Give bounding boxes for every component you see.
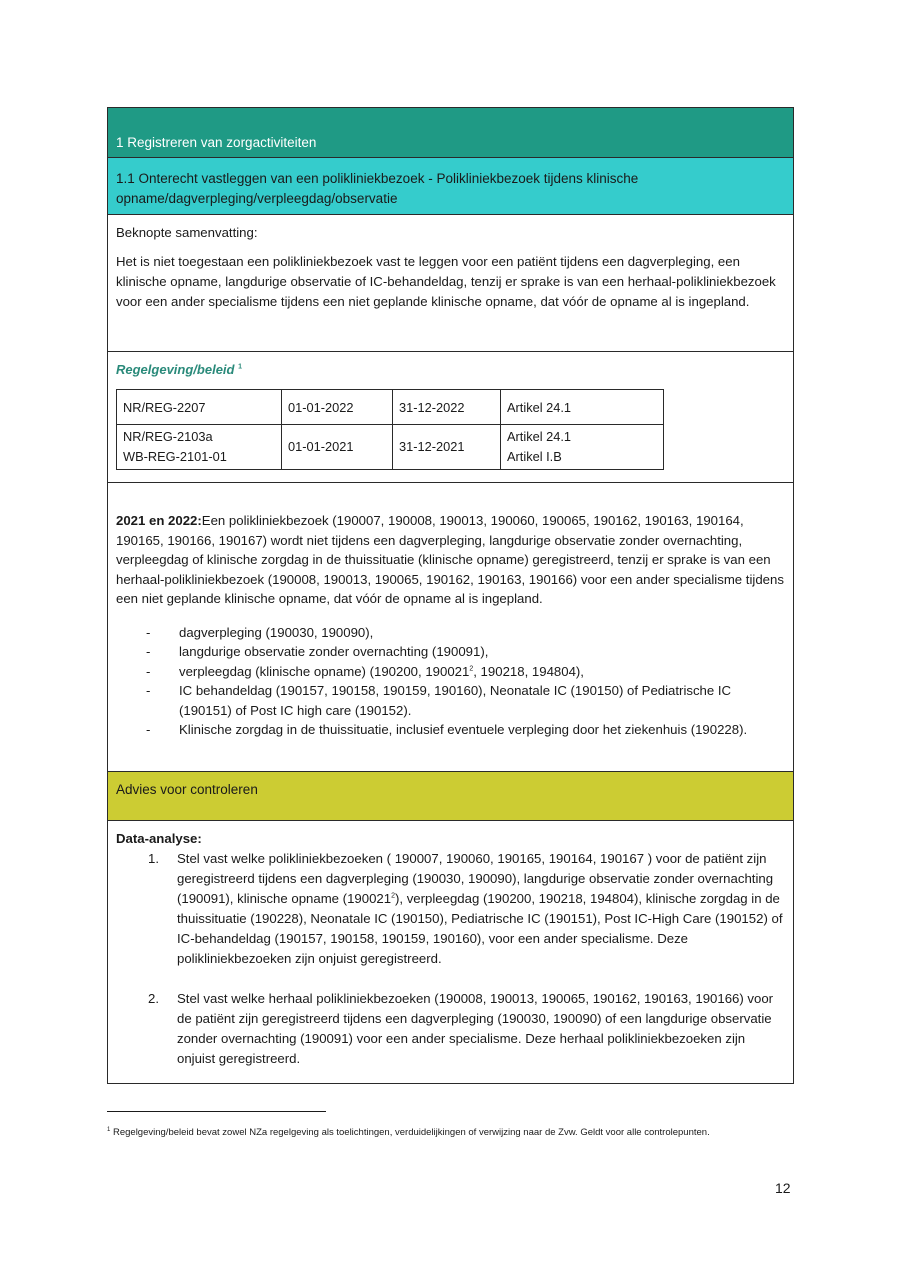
regelgeving-title-text: Regelgeving/beleid: [116, 362, 235, 377]
summary-section: [108, 215, 793, 352]
care-type-list: [116, 623, 785, 740]
table-row: [117, 390, 664, 425]
regelgeving-section: [108, 352, 793, 483]
end-date: 31-12-2021: [393, 425, 501, 470]
analysis-section: [108, 821, 793, 1083]
footnote-marker: 1: [107, 1127, 111, 1133]
regelgeving-table: [116, 389, 664, 470]
footnote-ref[interactable]: 1: [238, 363, 243, 371]
list-item: - IC behandeldag (190157, 190158, 190159, 190160), Neonatale IC (190150) of Pediatrische IC (190151) of Post IC high care (190152).: [146, 683, 732, 718]
footnote-separator: [107, 1111, 326, 1112]
advies-title: Advies voor controleren: [116, 782, 258, 797]
footnote-ref[interactable]: 2: [469, 665, 474, 673]
start-date: 01-01-2022: [282, 390, 393, 425]
article: Artikel 24.1 Artikel I.B: [501, 425, 664, 470]
page-number: 12: [775, 1180, 791, 1196]
regulation-ref: NR/REG-2207: [117, 390, 282, 425]
control-point-table: [107, 107, 794, 1084]
subsection-header: [108, 158, 793, 215]
section-header: [108, 108, 793, 158]
subsection-title: 1.1 Onterecht vastleggen van een polikliniekbezoek - Polikliniekbezoek tijdens klinische opname/dagverpleging/verpleegdag/observatie: [116, 171, 639, 206]
summary-text: Het is niet toegestaan een polikliniekbezoek vast te leggen voor een patiënt tijdens een dagverpleging, een klinische opname, langdurige observatie of IC-behandeldag, tenzij er sprake is van een herhaal-polikliniekbezoek voor een ander specialisme tijdens een niet geplande klinische opname, dat vóór de opname al is ingepland.: [116, 254, 776, 309]
list-item: 1. Stel vast welke polikliniekbezoeken ( 190007, 190060, 190165, 190164, 190167 ) voor de patiënt zijn geregistreerd tijdens een dagverpleging (190030, 190090), langdurige observatie zonder overnachting (190091), klinische opname (190021$^2$), verpleegdag (190200, 190218, 194804), klinische zorgdag in de thuissituatie (190228), Neonatale IC (190150), Pediatrische IC (190151), Post IC-High Care (190152) of IC-behandeldag (190157, 190158, 190159, 190160), voor een ander specialisme. Deze polikliniekbezoeken zijn onjuist geregistreerd.: [148, 851, 783, 966]
summary-label: Beknopte samenvatting:: [116, 225, 258, 240]
regelgeving-title: [116, 362, 785, 377]
end-date: 31-12-2022: [393, 390, 501, 425]
rules-text: [116, 511, 785, 609]
analysis-steps: [116, 849, 785, 1069]
list-item: - dagverpleging (190030, 190090),: [146, 624, 374, 640]
rules-section: [108, 483, 793, 772]
article: Artikel 24.1: [501, 390, 664, 425]
footnote: [107, 1122, 787, 1141]
year-label: 2021 en 2022:: [116, 513, 202, 528]
footnote-ref[interactable]: 2: [391, 892, 395, 900]
regulation-ref: NR/REG-2103a WB-REG-2101-01: [117, 425, 282, 470]
start-date: 01-01-2021: [282, 425, 393, 470]
analysis-label: Data-analyse:: [116, 831, 202, 846]
list-item: - langdurige observatie zonder overnachting (190091),: [146, 644, 489, 659]
list-item: - Klinische zorgdag in de thuissituatie, inclusief eventuele verpleging door het ziekenhuis (190228).: [146, 722, 748, 737]
footnote-text: Regelgeving/beleid bevat zowel NZa regelgeving als toelichtingen, verduidelijkingen of verwijzing naar de Zvw. Geldt voor alle controlepunten.: [110, 1127, 710, 1139]
list-item: - verpleegdag (klinische opname) (190200, 190021$^2$, 190218, 194804),: [146, 663, 584, 679]
section-title: 1 Registreren van zorgactiviteiten: [116, 135, 317, 150]
list-item: 2. Stel vast welke herhaal polikliniekbezoeken (190008, 190013, 190065, 190162, 190163, 190166) voor de patiënt zijn geregistreerd tijdens een dagverpleging (190030, 190090) of een langdurige observatie zonder overnachting (190091) voor een ander specialisme. Deze herhaal polikliniekbezoeken zijn onjuist geregistreerd.: [148, 991, 774, 1066]
rules-body: Een polikliniekbezoek (190007, 190008, 190013, 190060, 190065, 190162, 190163, 190164, 190165, 190166, 190167) wordt niet tijdens een dagverpleging, langdurige observatie zonder overnachting, verpleegdag of klinische zorgdag in de thuissituatie (klinische opname) geregistreerd, tenzij er sprake is van een herhaal-polikliniekbezoek (190008, 190013, 190065, 190162, 190163, 190166) voor een ander specialisme tijdens een niet geplande klinische opname, dat vóór de opname al is ingepland.: [116, 513, 784, 606]
table-row: [117, 425, 664, 470]
advies-header: [108, 772, 793, 821]
